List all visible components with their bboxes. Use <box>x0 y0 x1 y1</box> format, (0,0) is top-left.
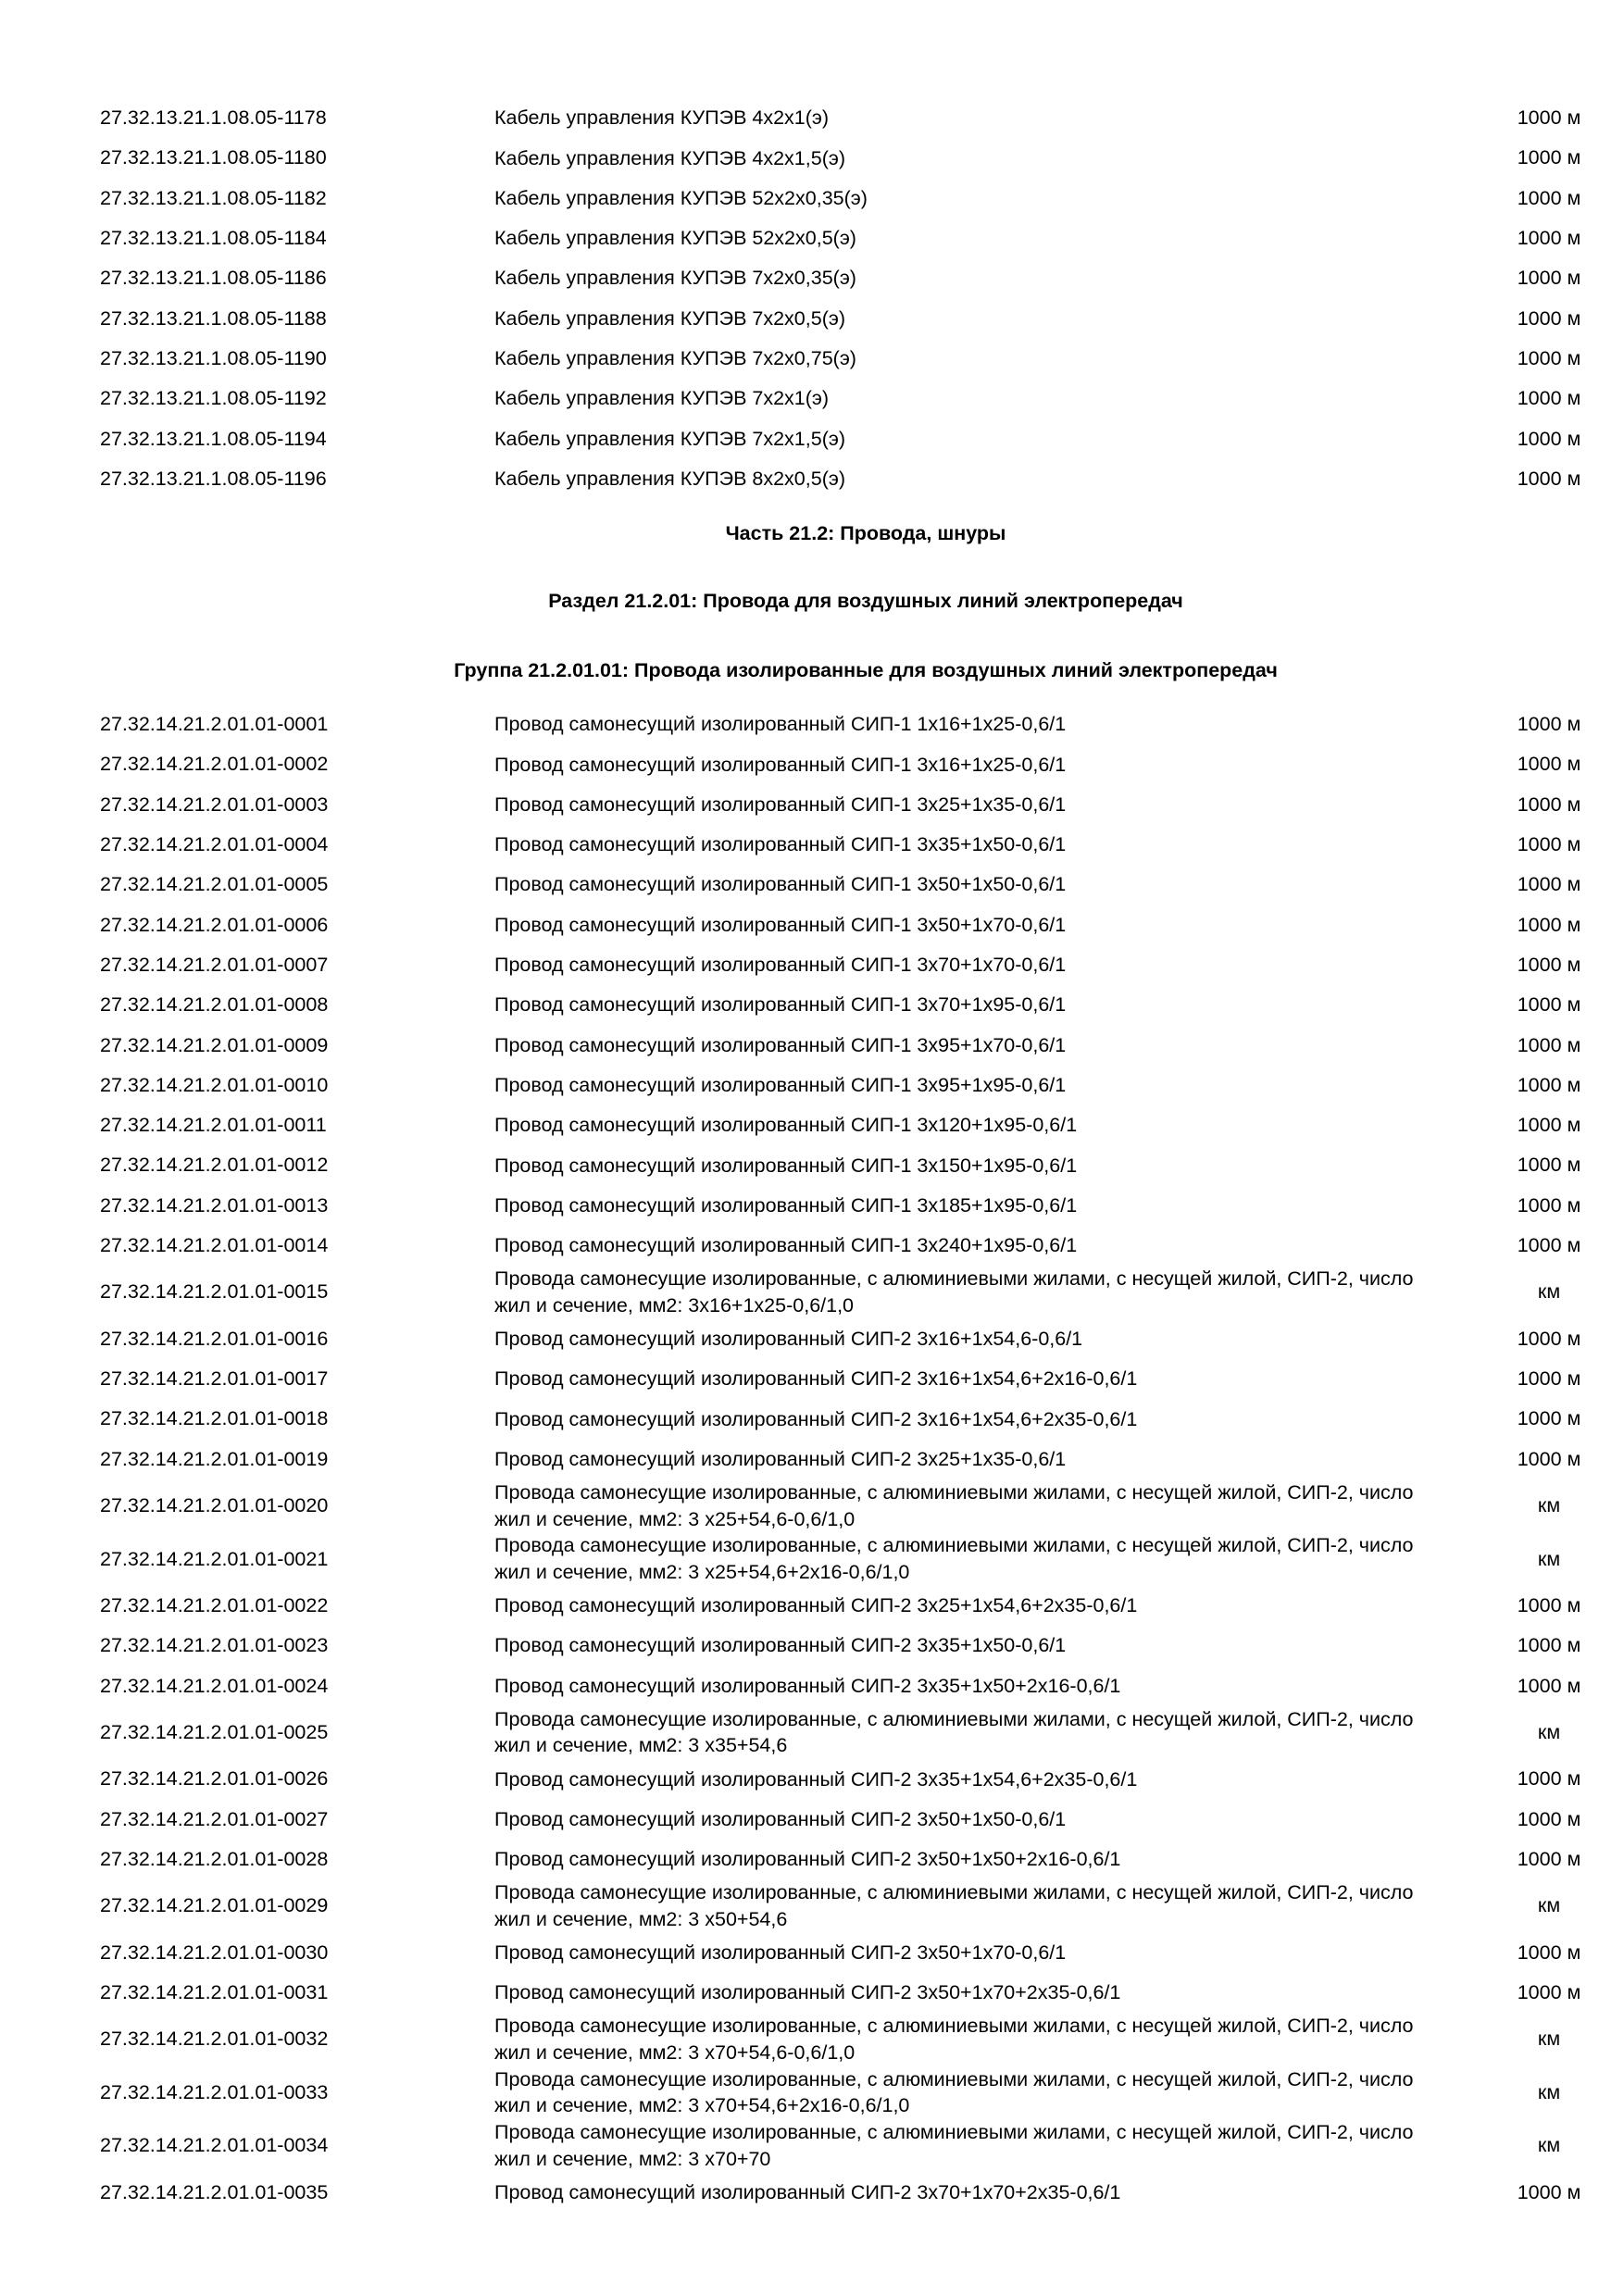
row-code: 27.32.14.21.2.01.01-0018 <box>100 1407 329 1430</box>
row-description: Провода самонесущие изолированные, с алюминиевыми жилами, с несущей жилой, СИП-2, число жил и сечение, мм2: 3 х70+70 <box>494 2121 1414 2170</box>
table-row <box>100 1532 1598 1586</box>
row-description: Провод самонесущий изолированный СИП-1 3х50+1х50-0,6/1 <box>494 873 1067 896</box>
table-row <box>100 985 1598 1025</box>
row-unit: 1000 м <box>1517 1940 1581 1964</box>
table-row <box>100 2066 1598 2120</box>
row-code: 27.32.14.21.2.01.01-0030 <box>100 1940 329 1964</box>
row-description: Провод самонесущий изолированный СИП-2 3х16+1х54,6+2х35-0,6/1 <box>494 1407 1138 1430</box>
row-unit: 1000 м <box>1517 106 1581 130</box>
row-unit: 1000 м <box>1517 1193 1581 1217</box>
row-code: 27.32.13.21.1.08.05-1184 <box>100 227 327 250</box>
row-unit: 1000 м <box>1517 467 1581 490</box>
row-description: Кабель управления КУПЭВ 4х2х1,5(э) <box>494 146 845 169</box>
row-description: Провод самонесущий изолированный СИП-2 3х50+1х50+2х16-0,6/1 <box>494 1848 1121 1871</box>
row-code: 27.32.14.21.2.01.01-0013 <box>100 1193 329 1217</box>
row-code: 27.32.14.21.2.01.01-0014 <box>100 1234 329 1256</box>
row-description: Кабель управления КУПЭВ 8х2х0,5(э) <box>494 467 845 490</box>
table-row <box>100 1025 1598 1065</box>
row-description: Провод самонесущий изолированный СИП-1 1х16+1х25-0,6/1 <box>494 713 1067 736</box>
table-row <box>100 1145 1598 1185</box>
row-code: 27.32.14.21.2.01.01-0023 <box>100 1634 329 1657</box>
row-code: 27.32.13.21.1.08.05-1182 <box>100 186 327 209</box>
wires-table <box>100 705 1598 2213</box>
row-code: 27.32.14.21.2.01.01-0035 <box>100 2180 329 2203</box>
row-code: 27.32.14.21.2.01.01-0009 <box>100 1033 329 1056</box>
row-unit: 1000 м <box>1517 1154 1581 1177</box>
row-unit: 1000 м <box>1517 227 1581 250</box>
row-code: 27.32.13.21.1.08.05-1196 <box>100 467 327 490</box>
row-unit: 1000 м <box>1517 953 1581 976</box>
row-description: Провода самонесущие изолированные, с алюминиевыми жилами, с несущей жилой, СИП-2, число жил и сечение, мм2: 3 х35+54,6 <box>494 1707 1414 1757</box>
table-row <box>100 1586 1598 1626</box>
row-code: 27.32.13.21.1.08.05-1180 <box>100 146 327 169</box>
table-row <box>100 138 1598 178</box>
table-row <box>100 379 1598 418</box>
row-code: 27.32.14.21.2.01.01-0024 <box>100 1674 329 1697</box>
row-unit: 1000 м <box>1517 833 1581 856</box>
row-unit: 1000 м <box>1517 1447 1581 1470</box>
table-row <box>100 1759 1598 1799</box>
row-description: Провод самонесущий изолированный СИП-2 3х50+1х50-0,6/1 <box>494 1807 1067 1830</box>
row-description: Провод самонесущий изолированный СИП-1 3х150+1х95-0,6/1 <box>494 1154 1078 1177</box>
row-code: 27.32.14.21.2.01.01-0015 <box>100 1280 329 1304</box>
row-code: 27.32.14.21.2.01.01-0010 <box>100 1073 329 1096</box>
row-description: Провод самонесущий изолированный СИП-1 3х95+1х70-0,6/1 <box>494 1033 1067 1056</box>
row-code: 27.32.14.21.2.01.01-0029 <box>100 1894 329 1917</box>
row-code: 27.32.13.21.1.08.05-1190 <box>100 346 327 369</box>
row-code: 27.32.14.21.2.01.01-0004 <box>100 833 329 856</box>
table-row <box>100 2119 1598 2173</box>
row-description: Провод самонесущий изолированный СИП-1 3х16+1х25-0,6/1 <box>494 753 1067 776</box>
table-row <box>100 1933 1598 1973</box>
row-unit: км <box>1537 2028 1561 2051</box>
table-row <box>100 945 1598 985</box>
row-description: Провод самонесущий изолированный СИП-1 3х120+1х95-0,6/1 <box>494 1114 1078 1137</box>
row-code: 27.32.14.21.2.01.01-0022 <box>100 1593 329 1616</box>
table-row <box>100 1840 1598 1879</box>
row-description: Кабель управления КУПЭВ 52х2х0,5(э) <box>494 227 856 250</box>
row-unit: 1000 м <box>1517 1407 1581 1430</box>
row-description: Кабель управления КУПЭВ 7х2х0,35(э) <box>494 267 856 290</box>
row-code: 27.32.14.21.2.01.01-0003 <box>100 792 329 816</box>
row-description: Провода самонесущие изолированные, с алюминиевыми жилами, с несущей жилой, СИП-2, число жил и сечение, мм2: 3 х25+54,6-0,6/1,0 <box>494 1480 1414 1530</box>
row-unit: 1000 м <box>1517 873 1581 896</box>
table-row <box>100 705 1598 744</box>
row-unit: км <box>1537 1894 1561 1917</box>
row-code: 27.32.14.21.2.01.01-0028 <box>100 1847 329 1870</box>
row-unit: 1000 м <box>1517 1073 1581 1096</box>
row-code: 27.32.14.21.2.01.01-0026 <box>100 1767 329 1791</box>
table-row <box>100 1440 1598 1479</box>
row-unit: 1000 м <box>1517 1847 1581 1870</box>
table-row <box>100 1626 1598 1666</box>
row-unit: км <box>1537 2080 1561 2103</box>
row-code: 27.32.14.21.2.01.01-0001 <box>100 713 329 736</box>
row-description: Провод самонесущий изолированный СИП-2 3х70+1х70+2х35-0,6/1 <box>494 2181 1121 2204</box>
row-code: 27.32.14.21.2.01.01-0032 <box>100 2028 329 2051</box>
table-row <box>100 825 1598 865</box>
table-row <box>100 1266 1598 1319</box>
row-description: Провод самонесущий изолированный СИП-2 3х35+1х50-0,6/1 <box>494 1634 1067 1657</box>
row-code: 27.32.14.21.2.01.01-0033 <box>100 2080 329 2103</box>
row-code: 27.32.14.21.2.01.01-0017 <box>100 1367 329 1391</box>
row-code: 27.32.14.21.2.01.01-0002 <box>100 753 329 776</box>
table-row <box>100 1879 1598 1933</box>
row-unit: 1000 м <box>1517 1327 1581 1350</box>
row-unit: 1000 м <box>1517 1593 1581 1616</box>
row-description: Провода самонесущие изолированные, с алюминиевыми жилами, с несущей жилой, СИП-2, число жил и сечение, мм2: 3х16+1х25-0,6/1,0 <box>494 1267 1414 1316</box>
table-row <box>100 905 1598 944</box>
table-row <box>100 179 1598 218</box>
table-row <box>100 459 1598 499</box>
table-row <box>100 2173 1598 2213</box>
row-code: 27.32.14.21.2.01.01-0025 <box>100 1720 329 1743</box>
row-unit: 1000 м <box>1517 753 1581 776</box>
row-description: Провода самонесущие изолированные, с алюминиевыми жилами, с несущей жилой, СИП-2, число жил и сечение, мм2: 3 х70+54,6+2х16-0,6/1,0 <box>494 2067 1414 2117</box>
row-unit: 1000 м <box>1517 1114 1581 1137</box>
table-row <box>100 418 1598 458</box>
row-description: Провод самонесущий изолированный СИП-2 3х16+1х54,6-0,6/1 <box>494 1327 1083 1350</box>
row-unit: 1000 м <box>1517 1674 1581 1697</box>
row-code: 27.32.13.21.1.08.05-1186 <box>100 267 327 290</box>
row-code: 27.32.14.21.2.01.01-0021 <box>100 1547 329 1570</box>
table-row <box>100 218 1598 258</box>
table-row <box>100 1706 1598 1760</box>
row-code: 27.32.14.21.2.01.01-0020 <box>100 1494 329 1517</box>
table-row <box>100 98 1598 138</box>
row-description: Кабель управления КУПЭВ 4х2х1(э) <box>494 106 830 130</box>
table-row <box>100 1973 1598 2013</box>
row-description: Провода самонесущие изолированные, с алюминиевыми жилами, с несущей жилой, СИП-2, число жил и сечение, мм2: 3 х70+54,6-0,6/1,0 <box>494 2015 1414 2064</box>
row-unit: 1000 м <box>1517 713 1581 736</box>
row-unit: 1000 м <box>1517 1033 1581 1056</box>
row-description: Провод самонесущий изолированный СИП-1 3х70+1х95-0,6/1 <box>494 993 1067 1017</box>
row-code: 27.32.13.21.1.08.05-1188 <box>100 306 327 330</box>
row-unit: 1000 м <box>1517 1234 1581 1256</box>
row-description: Провод самонесущий изолированный СИП-2 3х35+1х50+2х16-0,6/1 <box>494 1674 1121 1697</box>
row-unit: 1000 м <box>1517 2180 1581 2203</box>
row-code: 27.32.14.21.2.01.01-0007 <box>100 953 329 976</box>
row-unit: 1000 м <box>1517 267 1581 290</box>
table-row <box>100 1105 1598 1145</box>
row-code: 27.32.14.21.2.01.01-0006 <box>100 913 329 936</box>
row-unit: 1000 м <box>1517 1767 1581 1791</box>
row-description: Провод самонесущий изолированный СИП-2 3х16+1х54,6+2х16-0,6/1 <box>494 1367 1138 1391</box>
row-code: 27.32.14.21.2.01.01-0012 <box>100 1154 329 1177</box>
row-code: 27.32.14.21.2.01.01-0016 <box>100 1327 329 1350</box>
row-unit: 1000 м <box>1517 427 1581 450</box>
row-description: Провода самонесущие изолированные, с алюминиевыми жилами, с несущей жилой, СИП-2, число жил и сечение, мм2: 3 х50+54,6 <box>494 1881 1414 1930</box>
row-unit: 1000 м <box>1517 346 1581 369</box>
row-description: Кабель управления КУПЭВ 7х2х1(э) <box>494 387 830 410</box>
row-description: Провод самонесущий изолированный СИП-2 3х50+1х70-0,6/1 <box>494 1940 1067 1964</box>
row-code: 27.32.14.21.2.01.01-0005 <box>100 873 329 896</box>
row-description: Провод самонесущий изолированный СИП-1 3х240+1х95-0,6/1 <box>494 1234 1078 1257</box>
row-unit: км <box>1537 1280 1561 1304</box>
row-description: Провод самонесущий изолированный СИП-1 3х50+1х70-0,6/1 <box>494 913 1067 936</box>
row-unit: 1000 м <box>1517 913 1581 936</box>
table-row <box>100 1479 1598 1533</box>
row-description: Провод самонесущий изолированный СИП-2 3х25+1х35-0,6/1 <box>494 1447 1067 1470</box>
row-code: 27.32.14.21.2.01.01-0031 <box>100 1981 329 2004</box>
row-description: Кабель управления КУПЭВ 7х2х1,5(э) <box>494 427 845 450</box>
table-row <box>100 339 1598 379</box>
table-row <box>100 744 1598 784</box>
row-unit: 1000 м <box>1517 186 1581 209</box>
row-unit: 1000 м <box>1517 306 1581 330</box>
table-row <box>100 1319 1598 1359</box>
row-description: Кабель управления КУПЭВ 7х2х0,75(э) <box>494 347 856 370</box>
row-code: 27.32.13.21.1.08.05-1178 <box>100 106 327 130</box>
row-unit: 1000 м <box>1517 1634 1581 1657</box>
row-description: Кабель управления КУПЭВ 52х2х0,35(э) <box>494 186 868 209</box>
row-description: Провод самонесущий изолированный СИП-1 3х95+1х95-0,6/1 <box>494 1073 1067 1096</box>
row-code: 27.32.14.21.2.01.01-0008 <box>100 993 329 1017</box>
row-code: 27.32.14.21.2.01.01-0019 <box>100 1447 329 1470</box>
table-row <box>100 1800 1598 1840</box>
row-unit: 1000 м <box>1517 993 1581 1017</box>
row-code: 27.32.13.21.1.08.05-1192 <box>100 387 327 410</box>
row-description: Кабель управления КУПЭВ 7х2х0,5(э) <box>494 306 845 330</box>
row-description: Провод самонесущий изолированный СИП-1 3х185+1х95-0,6/1 <box>494 1193 1078 1217</box>
row-unit: 1000 м <box>1517 1807 1581 1830</box>
table-row <box>100 1066 1598 1105</box>
table-row <box>100 258 1598 298</box>
row-unit: 1000 м <box>1517 1367 1581 1391</box>
table-row <box>100 1399 1598 1439</box>
row-description: Провод самонесущий изолированный СИП-2 3х35+1х54,6+2х35-0,6/1 <box>494 1767 1138 1791</box>
row-unit: км <box>1537 1547 1561 1570</box>
table-row <box>100 1226 1598 1266</box>
row-unit: км <box>1537 2134 1561 2157</box>
cables-table <box>100 98 1598 499</box>
row-code: 27.32.14.21.2.01.01-0034 <box>100 2134 329 2157</box>
row-description: Провод самонесущий изолированный СИП-2 3х25+1х54,6+2х35-0,6/1 <box>494 1594 1138 1617</box>
row-unit: 1000 м <box>1517 1981 1581 2004</box>
row-unit: 1000 м <box>1517 792 1581 816</box>
part-heading: Часть 21.2: Провода, шнуры <box>725 522 1006 544</box>
table-row <box>100 785 1598 825</box>
row-code: 27.32.14.21.2.01.01-0027 <box>100 1807 329 1830</box>
table-row <box>100 865 1598 905</box>
group-heading: Группа 21.2.01.01: Провода изолированные для воздушных линий электропередач <box>454 659 1278 681</box>
row-unit: 1000 м <box>1517 387 1581 410</box>
row-unit: 1000 м <box>1517 146 1581 169</box>
row-code: 27.32.13.21.1.08.05-1194 <box>100 427 327 450</box>
row-description: Провод самонесущий изолированный СИП-1 3х70+1х70-0,6/1 <box>494 954 1067 977</box>
table-row <box>100 2013 1598 2066</box>
row-description: Провод самонесущий изолированный СИП-1 3х25+1х35-0,6/1 <box>494 792 1067 816</box>
row-description: Провода самонесущие изолированные, с алюминиевыми жилами, с несущей жилой, СИП-2, число жил и сечение, мм2: 3 х25+54,6+2х16-0,6/1,0 <box>494 1534 1414 1584</box>
section-heading: Раздел 21.2.01: Провода для воздушных линий электропередач <box>548 590 1183 612</box>
table-row <box>100 1186 1598 1226</box>
table-row <box>100 1666 1598 1705</box>
row-code: 27.32.14.21.2.01.01-0011 <box>100 1114 327 1137</box>
table-row <box>100 1359 1598 1399</box>
row-description: Провод самонесущий изолированный СИП-1 3х35+1х50-0,6/1 <box>494 833 1067 856</box>
row-description: Провод самонесущий изолированный СИП-2 3х50+1х70+2х35-0,6/1 <box>494 1981 1121 2004</box>
row-unit: км <box>1537 1494 1561 1517</box>
table-row <box>100 298 1598 338</box>
row-unit: км <box>1537 1720 1561 1743</box>
